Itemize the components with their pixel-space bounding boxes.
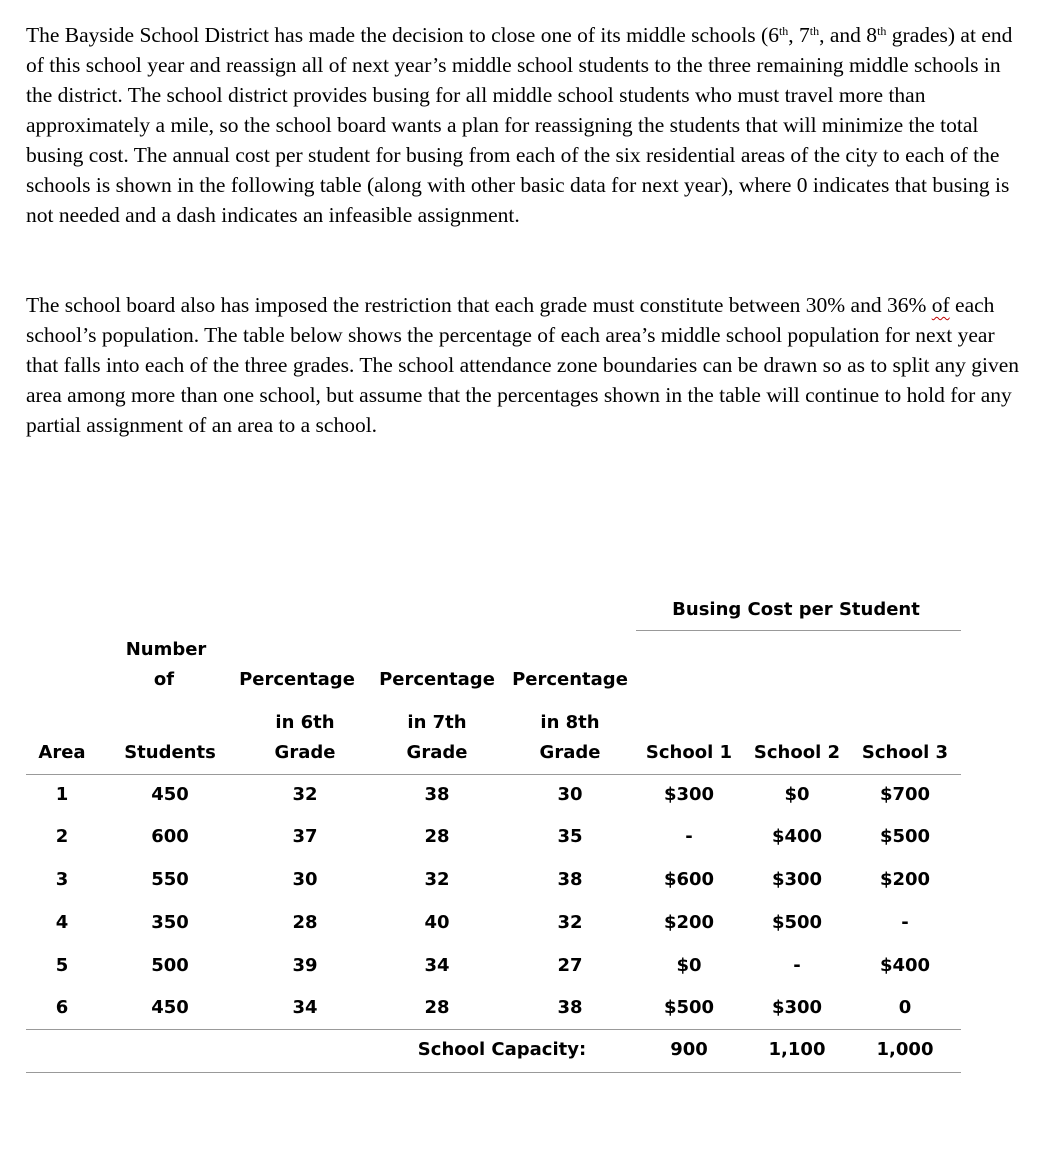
area-header: Area [38, 742, 86, 763]
p1-sup-1: th [778, 24, 789, 38]
school3-cost-cell: $700 [879, 784, 931, 805]
capacity-label: School Capacity: [417, 1039, 587, 1060]
school2-header: School 2 [753, 742, 841, 763]
grade6-cell: 30 [292, 869, 318, 890]
students-cell: 450 [151, 784, 189, 805]
school3-cost-cell: $200 [879, 869, 931, 890]
grade6-header-line2: in 6th [275, 712, 335, 733]
grade8-cell: 30 [557, 784, 583, 805]
area-cell: 2 [55, 826, 69, 847]
school2-cost-cell: - [793, 955, 801, 976]
school3-cost-cell: $400 [879, 955, 931, 976]
grade7-cell: 28 [424, 997, 450, 1018]
grade7-cell: 32 [424, 869, 450, 890]
grade6-cell: 28 [292, 912, 318, 933]
grade7-header-line3: Grade [406, 742, 468, 763]
busing-cost-header: Busing Cost per Student [672, 599, 920, 620]
grade8-cell: 38 [557, 869, 583, 890]
school2-cost-cell: $500 [771, 912, 823, 933]
grade7-cell: 40 [424, 912, 450, 933]
school1-capacity: 900 [670, 1039, 708, 1060]
school3-cost-cell: - [901, 912, 909, 933]
school2-cost-cell: $400 [771, 826, 823, 847]
p1-text-b: , 7 [788, 23, 810, 47]
area-cell: 6 [55, 997, 69, 1018]
grade8-header-line2: in 8th [540, 712, 600, 733]
area-cell: 1 [55, 784, 69, 805]
school1-cost-cell: $300 [663, 784, 715, 805]
grade7-header-line1: Percentage [379, 669, 495, 690]
busing-header-rule [636, 630, 961, 631]
school1-cost-cell: $200 [663, 912, 715, 933]
school2-cost-cell: $0 [784, 784, 810, 805]
grade7-header-line2: in 7th [407, 712, 467, 733]
students-cell: 350 [151, 912, 189, 933]
p1-text-d: grades) at end of this school year and reassign all of next year’s middle school students to the three remaining middle schools in the district. The school district provides busing for all middle school students who must travel more than approximately a mile, so the school board wants a plan for reassigning the students that will minimize the total busing cost. The annual cost per student for busing from each of the six residential areas of the city to each of the schools is shown in the following table (along with other basic data for next year), where 0 indicates that busing is not needed and a dash indicates an infeasible assignment. [26, 23, 1013, 227]
grade8-cell: 32 [557, 912, 583, 933]
students-cell: 450 [151, 997, 189, 1018]
school2-cost-cell: $300 [771, 869, 823, 890]
school2-capacity: 1,100 [768, 1039, 826, 1060]
capacity-top-rule [26, 1029, 961, 1030]
school1-cost-cell: - [685, 826, 693, 847]
area-cell: 3 [55, 869, 69, 890]
grade6-cell: 39 [292, 955, 318, 976]
grade8-header-line1: Percentage [512, 669, 628, 690]
header-rule [26, 774, 961, 775]
p1-sup-3: th [877, 24, 887, 38]
students-cell: 500 [151, 955, 189, 976]
school1-cost-cell: $500 [663, 997, 715, 1018]
grade8-cell: 35 [557, 826, 583, 847]
students-cell: 550 [151, 869, 189, 890]
school3-cost-cell: $500 [879, 826, 931, 847]
restriction-paragraph [26, 290, 1026, 440]
area-cell: 4 [55, 912, 69, 933]
spellcheck-underlined-word[interactable]: of [931, 293, 950, 317]
grade8-cell: 27 [557, 955, 583, 976]
school3-capacity: 1,000 [876, 1039, 934, 1060]
table-bottom-rule [26, 1072, 961, 1073]
school2-cost-cell: $300 [771, 997, 823, 1018]
grade8-cell: 38 [557, 997, 583, 1018]
p2-text-a: The school board also has imposed the restriction that each grade must constitute between 30% and 36% [26, 293, 932, 317]
school1-header: School 1 [645, 742, 733, 763]
students-header-line1: Number [125, 639, 207, 660]
p2-text-b: each school’s population. The table below shows the percentage of each area’s middle school population for next year that falls into each of the three grades. The school attendance zone boundaries can be drawn so as to split any given area among more than one school, but assume that the percentages shown in the table will continue to hold for any partial assignment of an area to a school. [26, 293, 1020, 437]
school3-cost-cell: 0 [898, 997, 912, 1018]
p1-text-c: , and 8 [819, 23, 878, 47]
p1-sup-2: th [809, 24, 820, 38]
grade7-cell: 28 [424, 826, 450, 847]
grade6-cell: 32 [292, 784, 318, 805]
students-header-line2: of [153, 669, 175, 690]
school1-cost-cell: $600 [663, 869, 715, 890]
grade7-cell: 34 [424, 955, 450, 976]
grade6-cell: 34 [292, 997, 318, 1018]
area-cell: 5 [55, 955, 69, 976]
grade6-header-line3: Grade [274, 742, 336, 763]
school3-header: School 3 [861, 742, 949, 763]
students-header-line3: Students [124, 742, 216, 763]
p1-text-a: The Bayside School District has made the decision to close one of its middle schools (6 [26, 23, 779, 47]
grade7-cell: 38 [424, 784, 450, 805]
school1-cost-cell: $0 [676, 955, 702, 976]
intro-paragraph [26, 20, 1026, 230]
grade8-header-line3: Grade [539, 742, 601, 763]
grade6-header-line1: Percentage [239, 669, 355, 690]
grade6-cell: 37 [292, 826, 318, 847]
students-cell: 600 [151, 826, 189, 847]
